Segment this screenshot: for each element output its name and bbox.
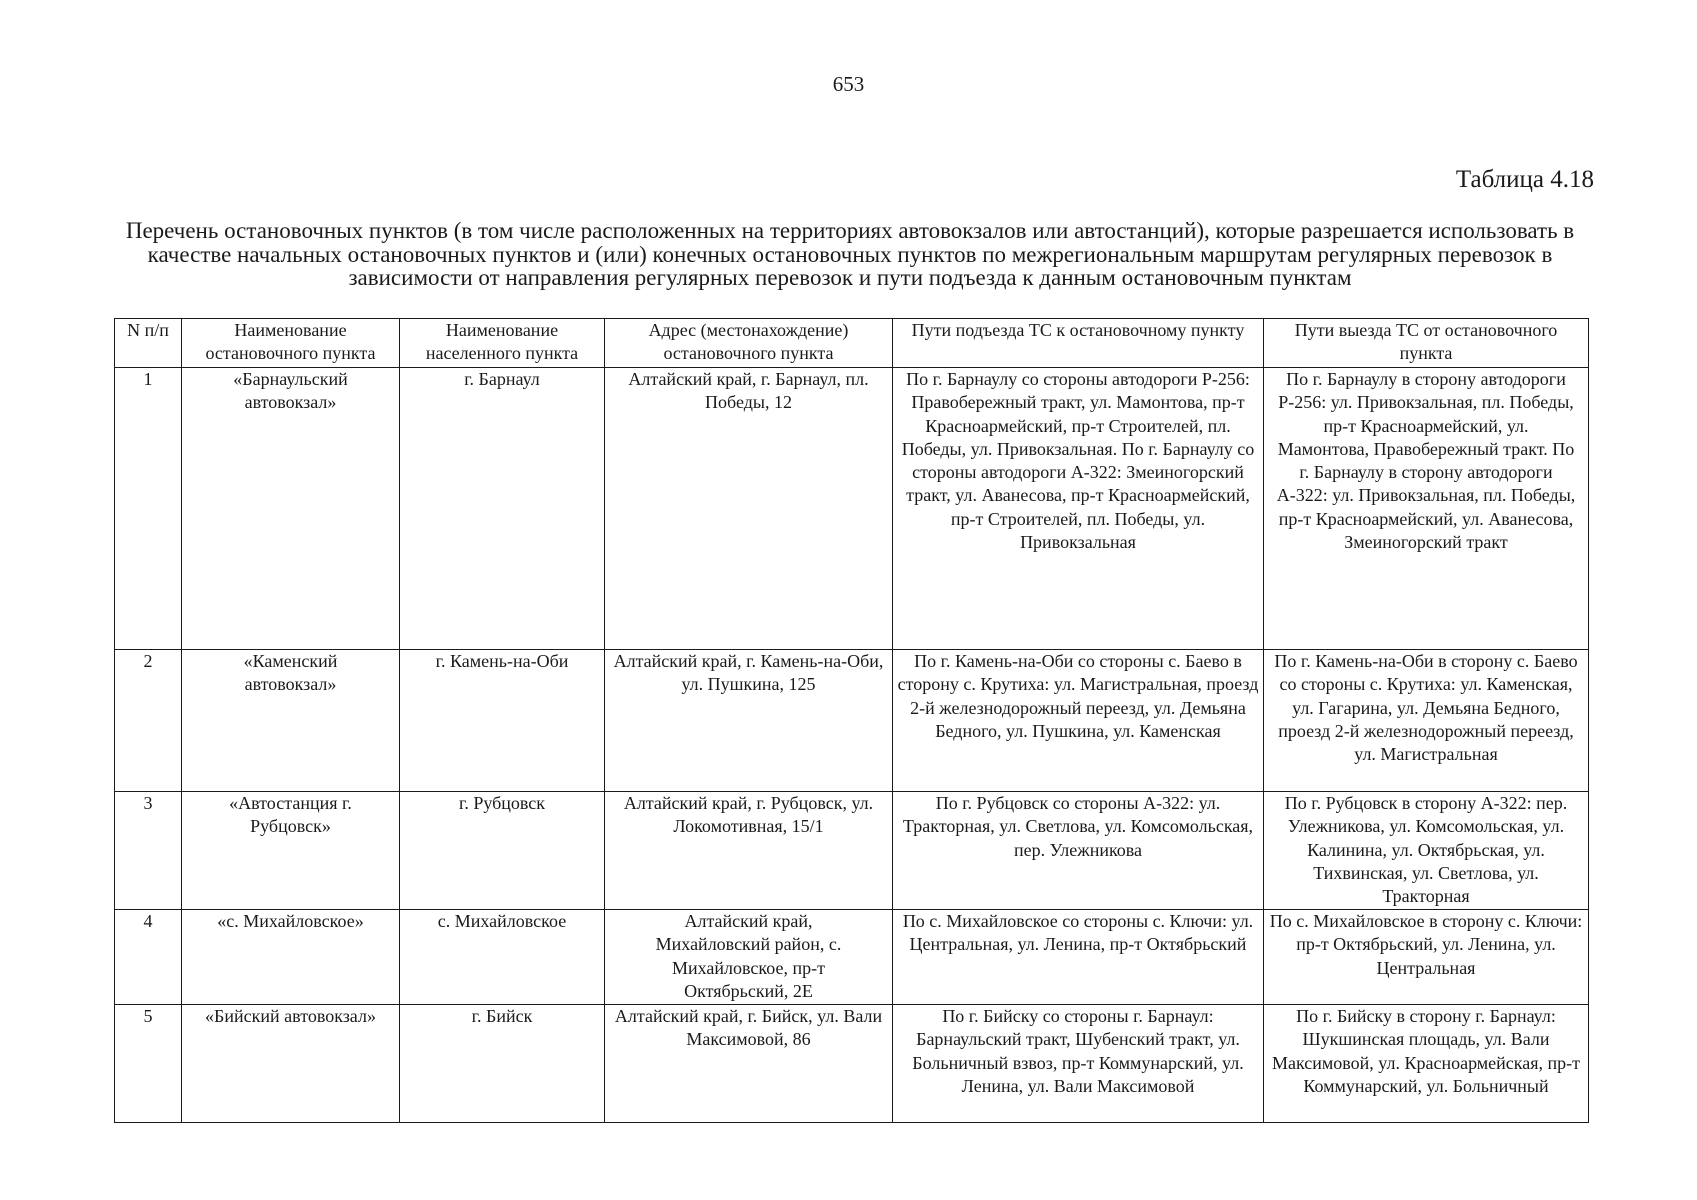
header-exit-route: Пути выезда ТС от остановочного пункта <box>1264 319 1589 368</box>
cell-address: Алтайский край, г. Барнаул, пл. Победы, 12 <box>605 368 893 650</box>
cell-entry-route: По г. Рубцовск со стороны А-322: ул. Тракторная, ул. Светлова, ул. Комсомольская, пер. Улежникова <box>893 792 1264 910</box>
cell-stop-name: «с. Михайловское» <box>182 910 400 1005</box>
cell-number: 4 <box>115 910 182 1005</box>
cell-entry-route: По г. Барнаулу со стороны автодороги Р-256: Правобережный тракт, ул. Мамонтова, пр-т Красноармейский, пр-т Строителей, пл. Победы, ул. Привокзальная. По г. Барнаулу со стороны автодороги А-322: Змеиногорский тракт, ул. Аванесова, пр-т Красноармейский, пр-т Строителей, пл. Победы, ул. Привокзальная <box>893 368 1264 650</box>
header-stop-name: Наименование остановочного пункта <box>182 319 400 368</box>
page-number: 653 <box>832 72 865 96</box>
cell-number: 2 <box>115 650 182 792</box>
cell-exit-route: По г. Рубцовск в сторону А-322: пер. Улежникова, ул. Комсомольская, ул. Калинина, ул. Октябрьская, ул. Тихвинская, ул. Светлова, ул. Тракторная <box>1264 792 1589 910</box>
cell-exit-route: По с. Михайловское в сторону с. Ключи: пр-т Октябрьский, ул. Ленина, ул. Центральная <box>1264 910 1589 1005</box>
cell-number: 1 <box>115 368 182 650</box>
cell-address: Алтайский край, г. Камень-на-Оби, ул. Пушкина, 125 <box>605 650 893 792</box>
cell-number: 5 <box>115 1005 182 1123</box>
header-entry-route: Пути подъезда ТС к остановочному пункту <box>893 319 1264 368</box>
cell-number: 3 <box>115 792 182 910</box>
table-label: Таблица 4.18 <box>1455 166 1594 193</box>
header-number: N п/п <box>115 319 182 368</box>
cell-entry-route: По с. Михайловское со стороны с. Ключи: ул. Центральная, ул. Ленина, пр-т Октябрьский <box>893 910 1264 1005</box>
cell-entry-route: По г. Бийску со стороны г. Барнаул: Барнаульский тракт, Шубенский тракт, ул. Больничный взвоз, пр-т Коммунарский, ул. Ленина, ул. Вали Максимовой <box>893 1005 1264 1123</box>
cell-settlement: г. Бийск <box>400 1005 605 1123</box>
cell-settlement: с. Михайловское <box>400 910 605 1005</box>
stops-table <box>114 318 1589 1123</box>
table-row <box>115 650 1589 792</box>
cell-address: Алтайский край, г. Бийск, ул. Вали Максимовой, 86 <box>605 1005 893 1123</box>
table-row <box>115 368 1589 650</box>
cell-settlement: г. Барнаул <box>400 368 605 650</box>
cell-stop-name: «Каменский автовокзал» <box>182 650 400 792</box>
cell-exit-route: По г. Камень-на-Оби в сторону с. Баево со стороны с. Крутиха: ул. Каменская, ул. Гагарина, ул. Демьяна Бедного, проезд 2-й железнодорожный переезд, ул. Магистральная <box>1264 650 1589 792</box>
cell-stop-name: «Бийский автовокзал» <box>182 1005 400 1123</box>
cell-exit-route: По г. Бийску в сторону г. Барнаул: Шукшинская площадь, ул. Вали Максимовой, ул. Красноармейская, пр-т Коммунарский, ул. Больничный <box>1264 1005 1589 1123</box>
header-address: Адрес (местонахождение) остановочного пункта <box>605 319 893 368</box>
table-row <box>115 792 1589 910</box>
table-header-row <box>115 319 1589 368</box>
cell-exit-route: По г. Барнаулу в сторону автодороги Р-256: ул. Привокзальная, пл. Победы, пр-т Красноармейский, ул. Мамонтова, Правобережный тракт. По г. Барнаулу в сторону автодороги А-322: ул. Привокзальная, пл. Победы, пр-т Красноармейский, ул. Аванесова, Змеиногорский тракт <box>1264 368 1589 650</box>
table-row <box>115 910 1589 1005</box>
cell-stop-name: «Барнаульский автовокзал» <box>182 368 400 650</box>
cell-address: Алтайский край, г. Рубцовск, ул. Локомотивная, 15/1 <box>605 792 893 910</box>
table-row <box>115 1005 1589 1123</box>
table-title: Перечень остановочных пунктов (в том числе расположенных на территориях автовокзалов или автостанций), которые разрешается использовать в качестве начальных остановочных пунктов и (или) конечных остановочных пунктов по межрегиональным маршрутам регулярных перевозок в зависимости от направления регулярных перевозок и пути подъезда к данным остановочным пунктам <box>125 218 1575 290</box>
header-settlement: Наименование населенного пункта <box>400 319 605 368</box>
cell-address: Алтайский край, Михайловский район, с. Михайловское, пр-т Октябрьский, 2Е <box>605 910 893 1005</box>
cell-settlement: г. Рубцовск <box>400 792 605 910</box>
cell-stop-name: «Автостанция г. Рубцовск» <box>182 792 400 910</box>
cell-settlement: г. Камень-на-Оби <box>400 650 605 792</box>
cell-entry-route: По г. Камень-на-Оби со стороны с. Баево в сторону с. Крутиха: ул. Магистральная, проезд 2-й железнодорожный переезд, ул. Демьяна Бедного, ул. Пушкина, ул. Каменская <box>893 650 1264 792</box>
